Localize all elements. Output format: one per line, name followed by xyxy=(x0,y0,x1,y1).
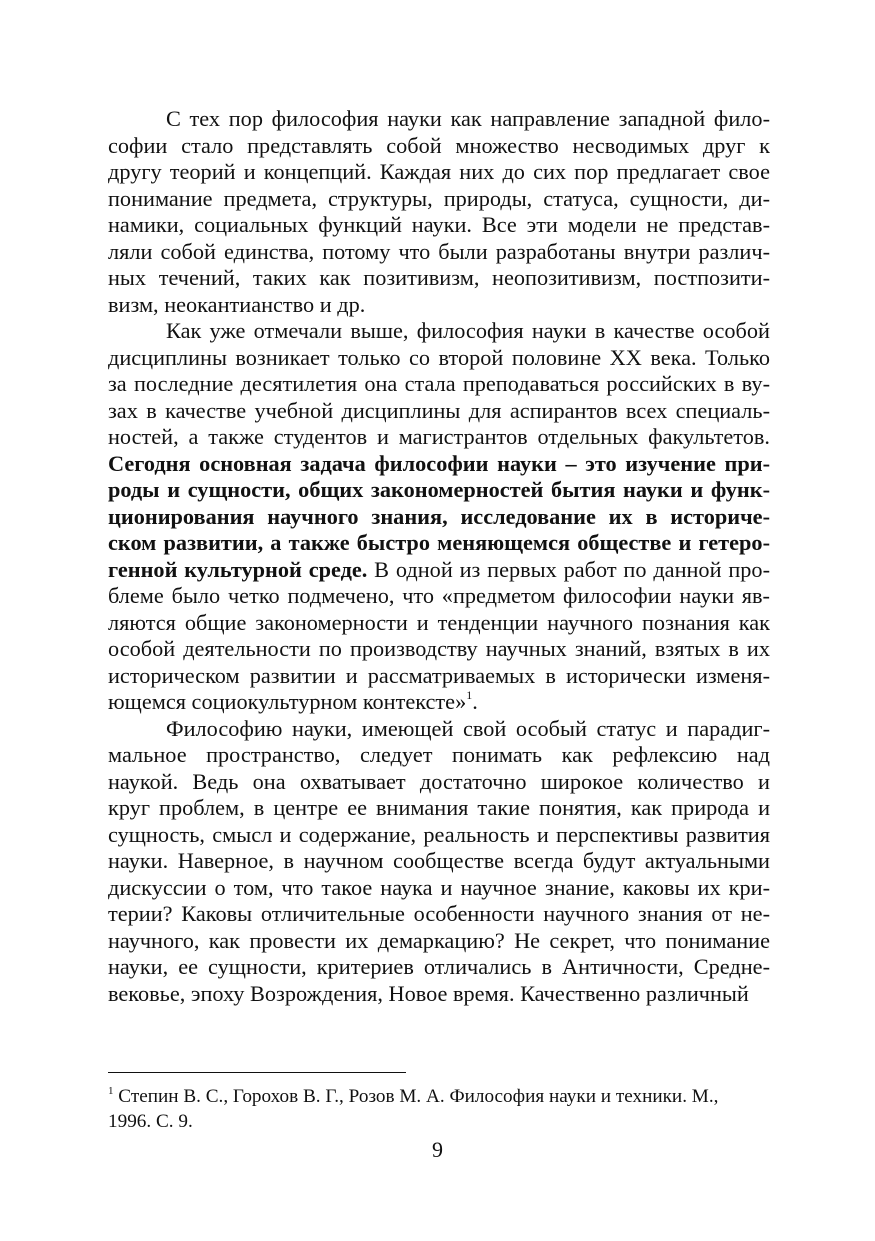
text-line xyxy=(108,822,770,849)
text-segment: блеме было четко подмечено, что «предметом философии науки яв- xyxy=(108,583,770,608)
text-line xyxy=(108,477,770,504)
text-line xyxy=(108,742,770,769)
text-line xyxy=(108,451,770,478)
text-line xyxy=(108,981,770,1008)
text-line xyxy=(108,954,770,981)
bold-text: Сегодня основная задача философии науки – это изучение при- xyxy=(108,450,770,476)
text-line xyxy=(108,530,770,557)
text-segment: Философию науки, имеющей свой особый статус и парадиг- xyxy=(166,715,770,741)
bold-text: ском развитии, а также быстро меняющемся обществе и гетеро- xyxy=(108,530,770,555)
text-line xyxy=(108,928,770,955)
text-line xyxy=(108,345,770,372)
text-segment: за последние десятилетия она стала преподаваться российских в ву- xyxy=(108,371,770,396)
text-line xyxy=(108,689,770,716)
footnote-separator xyxy=(108,1072,406,1073)
text-line xyxy=(108,106,770,133)
text-line xyxy=(108,212,770,239)
text-line xyxy=(108,795,770,822)
text-segment: В одной из первых работ по данной про- xyxy=(367,556,770,582)
text-segment: особой деятельности по производству научных знаний, взятых в их xyxy=(108,636,770,661)
text-segment: научного, как провести их демаркацию? Не секрет, что понимание xyxy=(108,927,770,953)
footnote xyxy=(108,1084,770,1134)
text-segment: мальное пространство, следует понимать как рефлексию над xyxy=(108,742,770,767)
text-segment: намики, социальных функций науки. Все эти модели не представ- xyxy=(108,212,770,237)
text-line xyxy=(108,610,770,637)
footnote-text: Степин В. С., Горохов В. Г., Розов М. А. Философия науки и техники. М., xyxy=(113,1086,719,1107)
text-segment: круг проблем, в центре ее внимания такие понятия, как природа и xyxy=(108,795,770,820)
text-segment: дискуссии о том, что такое наука и научное знание, каковы их кри- xyxy=(108,874,770,900)
text-segment: наукой. Ведь она охватывает достаточно широкое количество и xyxy=(108,768,770,794)
text-line xyxy=(108,424,770,451)
text-segment: дисциплины возникает только со второй половине XX века. Только xyxy=(108,344,770,370)
text-segment: . xyxy=(472,689,478,714)
text-segment: визм, неокантианство и др. xyxy=(108,291,366,317)
text-line xyxy=(108,636,770,663)
page-number: 9 xyxy=(432,1137,443,1162)
text-line xyxy=(108,265,770,292)
text-line xyxy=(108,239,770,266)
text-segment: ющемся социокультурном контексте» xyxy=(108,689,467,714)
text-segment: софии стало представлять собой множество несводимых друг к xyxy=(108,132,770,158)
text-line xyxy=(108,848,770,875)
text-line xyxy=(108,875,770,902)
text-segment: зах в качестве учебной дисциплины для аспирантов всех специаль- xyxy=(108,397,770,423)
text-line xyxy=(108,583,770,610)
text-segment: С тех пор философия науки как направление западной фило- xyxy=(166,106,770,131)
text-segment: сущность, смысл и содержание, реальность и перспективы развития xyxy=(108,821,770,847)
text-line xyxy=(108,318,770,345)
text-line xyxy=(108,769,770,796)
footnote-reference: 1 xyxy=(466,687,473,702)
text-line xyxy=(108,901,770,928)
text-segment: Как уже отмечали выше, философия науки в качестве особой xyxy=(166,318,770,343)
text-line xyxy=(108,504,770,531)
text-segment: терии? Каковы отличительные особенности научного знания от не- xyxy=(108,901,770,926)
text-segment: вековье, эпоху Возрождения, Новое время. Качественно различный xyxy=(108,980,749,1006)
text-segment: ных течений, таких как позитивизм, неопозитивизм, постпозити- xyxy=(108,265,770,290)
text-segment: другу теорий и концепций. Каждая них до сих пор предлагает свое xyxy=(108,159,770,184)
text-line xyxy=(108,716,770,743)
text-line xyxy=(108,133,770,160)
text-line xyxy=(108,186,770,213)
text-segment: ляются общие закономерности и тенденции научного познания как xyxy=(108,609,770,635)
text-line xyxy=(108,663,770,690)
text-segment: понимание предмета, структуры, природы, статуса, сущности, ди- xyxy=(108,185,770,211)
footnote-line: 1996. С. 9. xyxy=(108,1111,193,1132)
bold-text: генной культурной среде. xyxy=(108,556,368,582)
footnote-marker: 1 xyxy=(108,1084,114,1097)
text-line xyxy=(108,371,770,398)
text-line xyxy=(108,557,770,584)
text-segment: науки. Наверное, в научном сообществе всегда будут актуальными xyxy=(108,848,770,873)
text-segment: историческом развитии и рассматриваемых в исторически изменя- xyxy=(108,662,770,688)
text-line xyxy=(108,292,770,319)
text-segment: науки, ее сущности, критериев отличались в Античности, Средне- xyxy=(108,954,770,979)
text-line xyxy=(108,159,770,186)
bold-text: роды и сущности, общих закономерностей бытия науки и функ- xyxy=(108,477,770,502)
text-segment: ляли собой единства, потому что были разработаны внутри различ- xyxy=(108,238,770,264)
text-segment: ностей, а также студентов и магистрантов отдельных факультетов. xyxy=(108,424,770,449)
footnote-line xyxy=(108,1084,770,1109)
text-line xyxy=(108,398,770,425)
body-text xyxy=(108,106,770,1007)
bold-text: ционирования научного знания, исследование их в историче- xyxy=(108,503,770,529)
